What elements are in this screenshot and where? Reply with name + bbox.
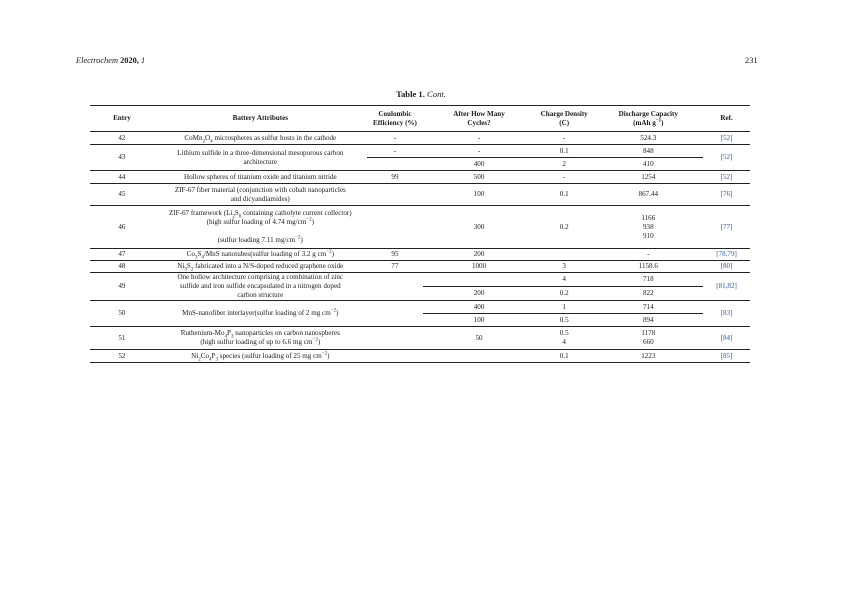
table-row: 43 Lithium sulfide in a three-dimensional mesoporous carbon architecture - - 0.1 848 [52] [90,145,750,158]
table-caption [0,89,842,99]
reference-link[interactable]: [52] [703,145,750,171]
col-entry: Entry [90,106,154,132]
reference-link[interactable]: [83] [703,301,750,327]
reference-link[interactable]: [52] [703,132,750,145]
table-label: Table 1. [396,89,425,99]
table-row: 46 ZIF-67 framework ($Li_2S_6$ containing catholyte current collector) (high sulfur loading of 4.74 $mg/cm^{-2}$) (sulfur loading 7.11 $mg/cm^{-2}$) 300 0.2 1166 938 910 [77] [90,206,750,249]
table-row: 48 $Ni_3S_2$ fabricated into a N/S-doped reduced graphene oxide 77 1000 3 1158.6 [80] [90,261,750,273]
table-row: 49 One hollow architecture comprising a combination of zinc sulfide and iron sulfide encapsulated in a nitrogen doped carbon structure 4 718 [81,82] [90,273,750,287]
journal-year: 2020, [120,56,139,65]
page-number: 231 [745,56,758,65]
reference-link[interactable]: [81,82] [703,273,750,301]
reference-link[interactable]: [52] [703,171,750,184]
battery-table [90,105,750,363]
table-row: 50 MnS-nanofiber interlayer(sulfur loading of 2 mg $cm^{-2}$) 400 1 714 [83] [90,301,750,314]
table-row: 400 2 410 [90,158,750,171]
table-row: 45 ZIF-67 fiber material (conjunction with cobalt nanoparticles and dicyandiamides) 100 0.1 867.44 [76] [90,184,750,206]
table-row: 44 Hollow spheres of titanium oxide and titanium nitride 99 500 - 1254 [52] [90,171,750,184]
reference-link[interactable]: [77] [703,206,750,249]
reference-link[interactable]: [76] [703,184,750,206]
running-header [76,56,145,65]
journal-volume: 1 [141,56,146,65]
table-cont: Cont. [427,89,446,99]
col-discharge: Discharge Capacity (mAh $g^{-1}$) [593,106,703,132]
reference-link[interactable]: [78,79] [703,249,750,261]
reference-link[interactable]: [84] [703,327,750,350]
col-battery: Battery Attributes [154,106,367,132]
table-row: 52 $Ni_2Co_4P_3$ species (sulfur loading of 25 mg $cm^{-2}$) 0.1 1223 [85] [90,350,750,363]
table-row: 47 $Co_3S_4$/MnS nanotubes(sulfur loading of 3.2 g $cm^{-2}$) 95 200 - [78,79] [90,249,750,261]
col-ref: Ref. [703,106,750,132]
reference-link[interactable]: [85] [703,350,750,363]
col-coulombic: Coulombic Efficiency (%) [367,106,423,132]
table-row: 100 0.5 894 [90,314,750,327]
col-cycles: After How Many Cycles? [423,106,535,132]
table-row: 42 $CoMn_2O_4$ microspheres as sulfur hosts in the cathode - - - 524.3 [52] [90,132,750,145]
reference-link[interactable]: [80] [703,261,750,273]
col-charge-density: Charge Density (C) [535,106,594,132]
table-row: 51 Ruthenium-$Mo_4P_3$ nanoparticles on carbon nanospheres (high sulfur loading of up to 6.6 mg $cm^{-2}$) 50 0.5 4 1178 660 [84] [90,327,750,350]
table-row: 200 0.2 822 [90,287,750,301]
journal-name: Electrochem [76,56,119,65]
table-header-row [90,106,750,132]
